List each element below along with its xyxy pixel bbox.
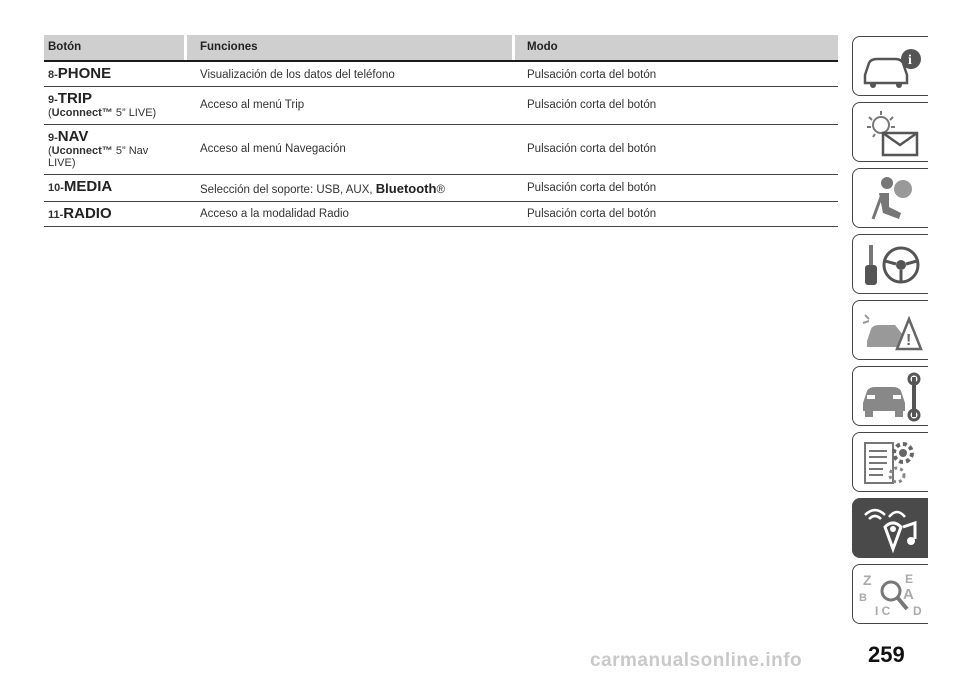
alphabetical-index-icon	[859, 569, 925, 621]
airbag-seat-icon	[859, 173, 925, 225]
tab-specs[interactable]	[852, 432, 928, 492]
tab-car-accident[interactable]	[852, 300, 928, 360]
functions-table	[44, 35, 838, 227]
multimedia-music-icon	[859, 503, 925, 555]
mode-cell: Pulsación corta del botón	[527, 182, 657, 194]
svg-text:!: !	[906, 332, 912, 349]
button-cell: 10-MEDIA	[48, 178, 113, 195]
button-cell: 11-RADIO	[48, 205, 112, 222]
table-row	[44, 175, 838, 202]
function-cell: Visualización de los datos del teléfono	[200, 69, 395, 81]
header-funciones: Funciones	[200, 41, 258, 53]
button-name: NAV	[57, 128, 89, 145]
function-cell: Acceso a la modalidad Radio	[200, 208, 349, 220]
svg-text:D: D	[913, 604, 922, 618]
function-cell: Acceso al menú Navegación	[200, 143, 346, 155]
chapter-tabs	[852, 0, 960, 678]
tab-multimedia[interactable]	[852, 498, 928, 558]
tab-car-info[interactable]	[852, 36, 928, 96]
mode-cell: Pulsación corta del botón	[527, 69, 657, 81]
button-cell: 9-NAV (Uconnect™ 5” Nav LIVE)	[48, 128, 149, 169]
table-row	[44, 62, 838, 87]
tab-alphabetical-index[interactable]	[852, 564, 928, 624]
svg-text:i: i	[908, 53, 912, 68]
car-accident-icon	[859, 305, 925, 357]
svg-text:B: B	[859, 592, 867, 604]
table-header	[44, 35, 838, 62]
tab-warning-lights[interactable]	[852, 102, 928, 162]
button-name: PHONE	[57, 65, 112, 82]
table-row	[44, 125, 838, 175]
car-info-icon	[859, 41, 925, 93]
table-row	[44, 202, 838, 227]
svg-text:A: A	[903, 586, 914, 603]
tab-airbag-seat[interactable]	[852, 168, 928, 228]
mode-cell: Pulsación corta del botón	[527, 143, 657, 155]
tab-car-wrench[interactable]	[852, 366, 928, 426]
mode-cell: Pulsación corta del botón	[527, 208, 657, 220]
warning-lights-icon	[859, 107, 925, 159]
tab-key-steering[interactable]	[852, 234, 928, 294]
specs-gears-icon	[859, 437, 925, 489]
button-name: RADIO	[63, 205, 112, 222]
svg-text:I C: I C	[875, 604, 891, 618]
button-cell: 8-PHONE	[48, 65, 112, 82]
page-number: 259	[868, 642, 905, 667]
button-cell: 9-TRIP (Uconnect™ 5” LIVE)	[48, 90, 157, 119]
button-name: TRIP	[57, 90, 92, 107]
svg-text:Z: Z	[863, 572, 872, 588]
key-steering-wheel-icon	[859, 239, 925, 291]
button-name: MEDIA	[63, 178, 113, 195]
function-cell: Acceso al menú Trip	[200, 99, 305, 111]
car-wrench-icon	[859, 371, 925, 423]
header-modo: Modo	[527, 41, 558, 53]
table-row	[44, 87, 838, 125]
header-boton: Botón	[48, 41, 82, 53]
watermark-footer: carmanualsonline.info	[590, 650, 803, 671]
svg-text:E: E	[905, 572, 914, 586]
function-cell: Selección del soporte: USB, AUX, Bluetooth®	[200, 181, 445, 196]
mode-cell: Pulsación corta del botón	[527, 99, 657, 111]
